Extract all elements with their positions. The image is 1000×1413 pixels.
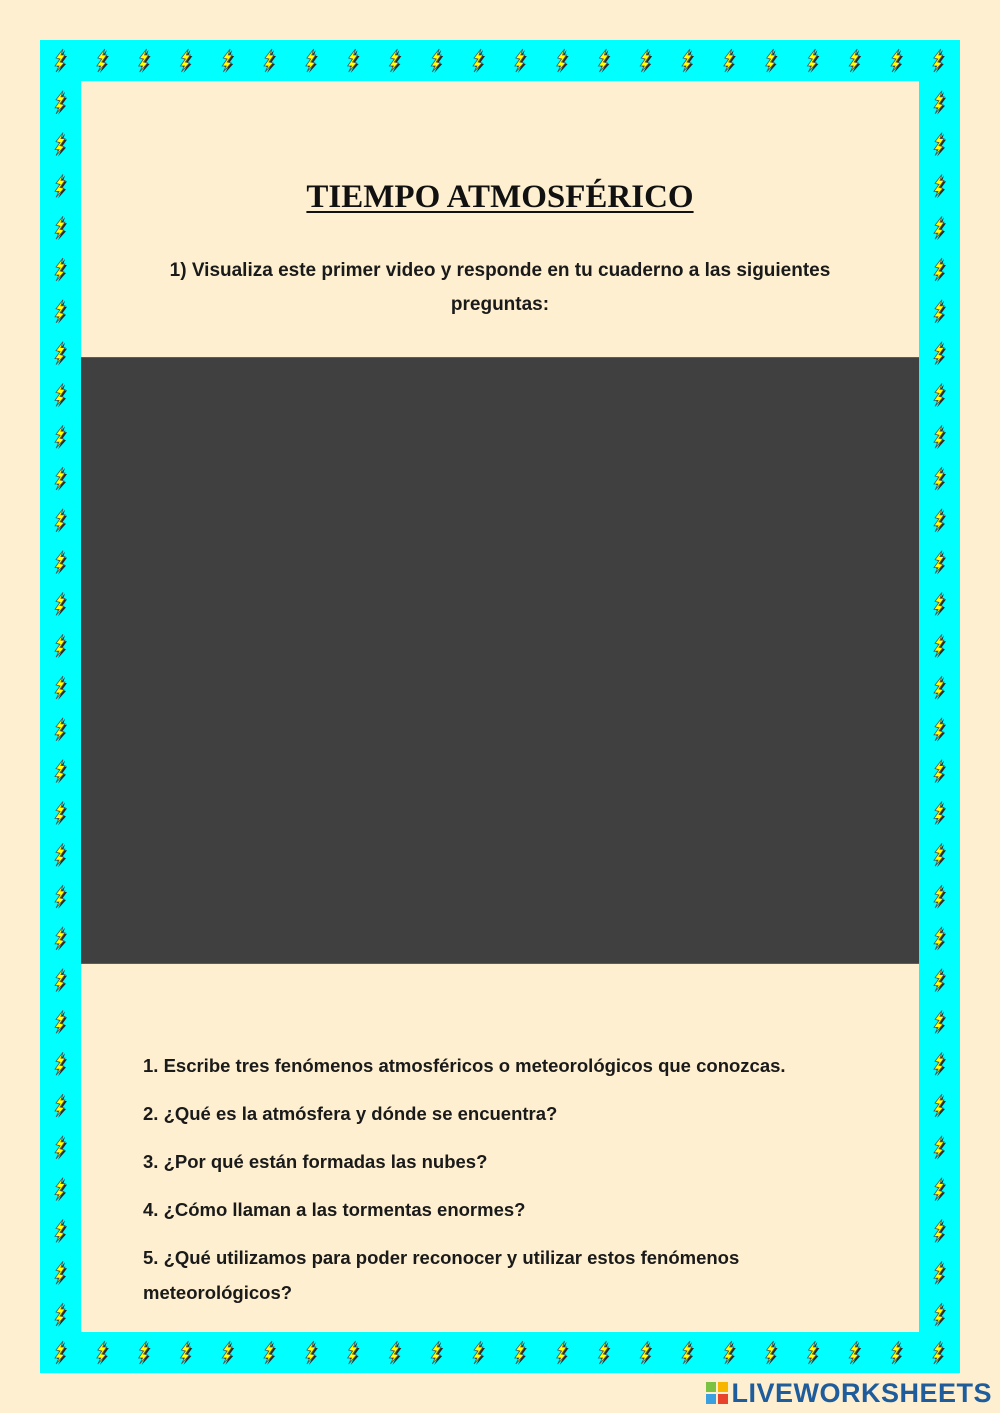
lightning-bolt-icon [473,49,485,73]
lightning-bolt-icon [934,1261,946,1285]
lightning-bolt-icon [431,49,443,73]
lightning-bolt-icon [55,969,67,993]
lightning-bolt-icon [431,1341,443,1365]
lightning-bolt-icon [222,49,234,73]
lightning-bolt-icon [55,718,67,742]
lightning-bolt-icon [934,174,946,198]
lightning-bolt-icon [934,885,946,909]
lightning-bolt-icon [55,383,67,407]
lightning-bolt-icon [180,1341,192,1365]
lightning-bolt-icon [934,91,946,115]
lightning-bolt-icon [180,49,192,73]
question-item: 3. ¿Por qué están formadas las nubes? [143,1151,488,1172]
liveworksheets-logo-icon [705,1381,729,1405]
lightning-bolt-icon [933,1341,945,1365]
lightning-bolt-icon [55,1341,67,1365]
lightning-bolt-icon [515,1341,527,1365]
lightning-bolt-icon [934,1052,946,1076]
worksheet-page [81,81,919,1332]
question-list [143,1048,863,1323]
lightning-bolt-icon [934,592,946,616]
lightning-bolt-icon [55,425,67,449]
lightning-bolt-icon [55,1261,67,1285]
lightning-bolt-icon [55,1010,67,1034]
lightning-bolt-icon [766,1341,778,1365]
lightning-bolt-icon [557,49,569,73]
lightning-bolt-icon [348,49,360,73]
lightning-bolt-icon [139,1341,151,1365]
lightning-bolt-icon [348,1341,360,1365]
lightning-bolt-icon [934,1136,946,1160]
lightning-bolt-icon [264,1341,276,1365]
lightning-bolt-icon [222,1341,234,1365]
lightning-bolt-icon [55,300,67,324]
lightning-bolt-icon [55,342,67,366]
lightning-bolt-icon [55,843,67,867]
lightning-bolt-icon [55,551,67,575]
lightning-bolt-icon [934,927,946,951]
lightning-bolt-icon [934,300,946,324]
lightning-bolt-icon [515,49,527,73]
brand-logo[interactable] [705,1377,992,1409]
lightning-bolt-icon [55,676,67,700]
lightning-bolt-icon [934,1094,946,1118]
lightning-bolt-icon [849,49,861,73]
lightning-bolt-icon [934,676,946,700]
lightning-bolt-icon [891,1341,903,1365]
lightning-bolt-icon [389,1341,401,1365]
lightning-bolt-icon [807,49,819,73]
lightning-bolt-icon [55,258,67,282]
lightning-bolt-icon [934,551,946,575]
lightning-bolt-icon [55,91,67,115]
lightning-bolt-icon [139,49,151,73]
lightning-bolt-icon [55,216,67,240]
question-item: 4. ¿Cómo llaman a las tormentas enormes? [143,1199,526,1220]
lightning-bolt-icon [598,1341,610,1365]
lightning-bolt-icon [55,1136,67,1160]
lightning-bolt-icon [934,1178,946,1202]
lightning-bolt-icon [557,1341,569,1365]
lightning-bolt-icon [934,509,946,533]
lightning-bolt-icon [55,467,67,491]
lightning-bolt-icon [934,843,946,867]
lightning-bolt-icon [598,49,610,73]
lightning-bolt-icon [724,1341,736,1365]
lightning-bolt-icon [934,425,946,449]
lightning-bolt-icon [807,1341,819,1365]
lightning-bolt-icon [55,1303,67,1327]
question-item: 2. ¿Qué es la atmósfera y dónde se encuentra? [143,1103,558,1124]
lightning-bolt-icon [264,49,276,73]
lightning-bolt-icon [55,1052,67,1076]
question-item: 1. Escribe tres fenómenos atmosféricos o meteorológicos que conozcas. [143,1055,786,1076]
lightning-bolt-icon [55,1178,67,1202]
lightning-bolt-icon [640,1341,652,1365]
lightning-bolt-icon [55,592,67,616]
instruction-text: 1) Visualiza este primer video y responde en tu cuaderno a las siguientes preguntas: [169,260,831,315]
lightning-bolt-icon [682,1341,694,1365]
lightning-bolt-icon [934,760,946,784]
lightning-bolt-icon [473,1341,485,1365]
lightning-bolt-icon [55,634,67,658]
lightning-bolt-icon [724,49,736,73]
lightning-bolt-icon [55,927,67,951]
lightning-bolt-icon [849,1341,861,1365]
lightning-bolt-icon [640,49,652,73]
lightning-bolt-icon [55,133,67,157]
lightning-bolt-icon [934,969,946,993]
lightning-bolt-icon [766,49,778,73]
decorative-border [40,40,960,1373]
lightning-bolt-icon [934,133,946,157]
lightning-bolt-icon [97,1341,109,1365]
lightning-bolt-icon [934,258,946,282]
lightning-bolt-icon [891,49,903,73]
lightning-bolt-icon [682,49,694,73]
lightning-bolt-icon [55,1094,67,1118]
lightning-bolt-icon [934,634,946,658]
lightning-bolt-icon [55,509,67,533]
lightning-bolt-icon [306,49,318,73]
lightning-bolt-icon [934,1010,946,1034]
video-player[interactable] [81,357,919,964]
lightning-bolt-icon [97,49,109,73]
question-item: 5. ¿Qué utilizamos para poder reconocer y utilizar estos fenómenos meteorológicos? [143,1247,740,1303]
brand-name: LIVEWORKSHEETS [731,1377,992,1408]
lightning-bolt-icon [55,760,67,784]
lightning-bolt-icon [934,383,946,407]
lightning-bolt-icon [389,49,401,73]
lightning-bolt-icon [55,49,67,73]
lightning-bolt-icon [55,1219,67,1243]
lightning-bolt-icon [306,1341,318,1365]
lightning-bolt-icon [55,801,67,825]
lightning-bolt-icon [933,49,945,73]
lightning-bolt-icon [934,342,946,366]
lightning-bolt-icon [934,1303,946,1327]
lightning-bolt-icon [934,1219,946,1243]
page-title: TIEMPO ATMOSFÉRICO [306,179,694,215]
lightning-bolt-icon [934,801,946,825]
lightning-bolt-icon [55,885,67,909]
lightning-bolt-icon [934,467,946,491]
lightning-bolt-icon [934,216,946,240]
lightning-bolt-icon [55,174,67,198]
lightning-bolt-icon [934,718,946,742]
